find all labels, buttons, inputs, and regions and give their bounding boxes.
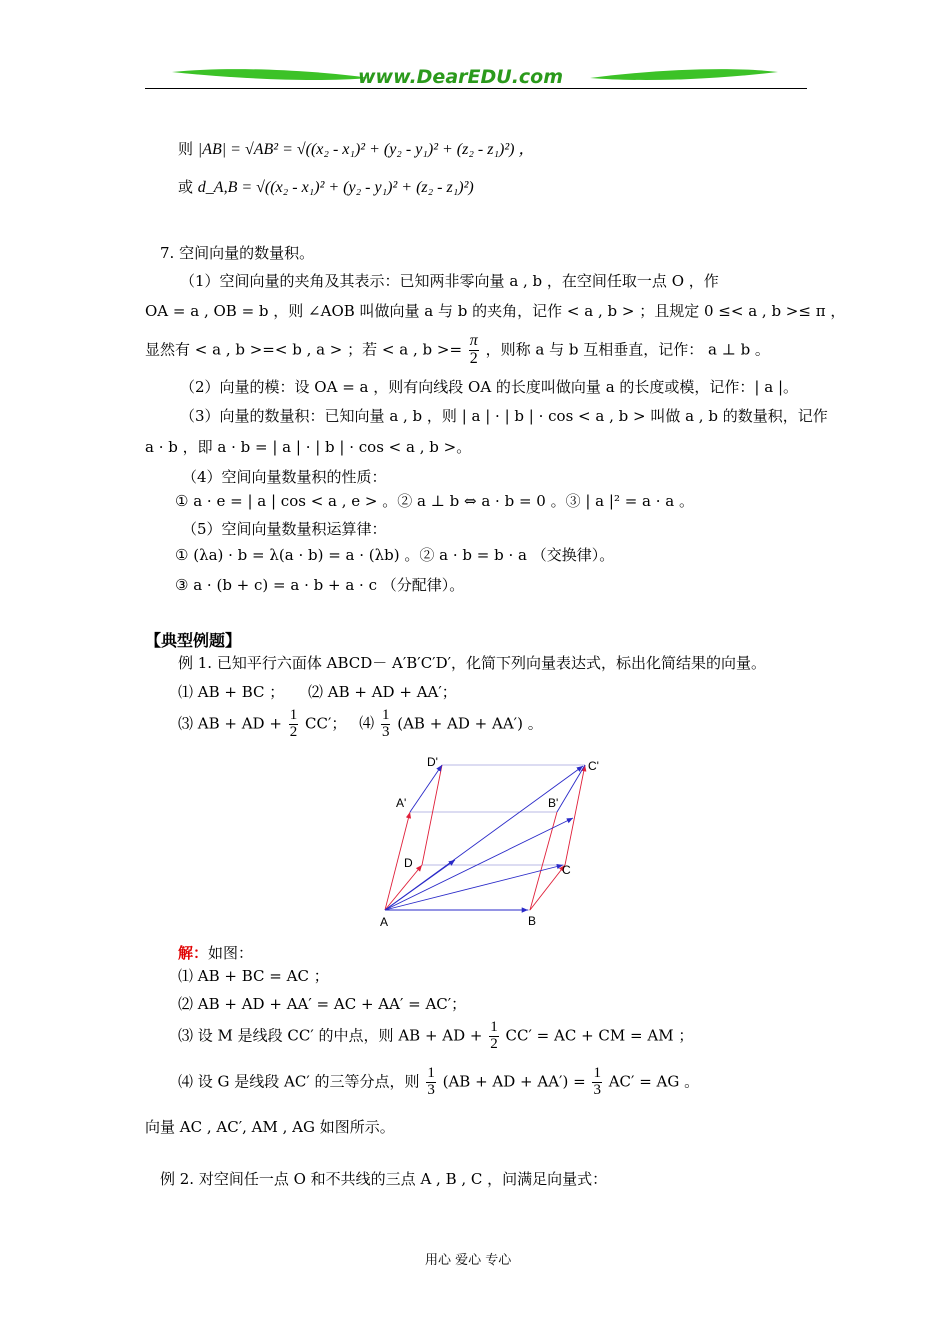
solution-3-fraction: $\frac{1}{2}$ — [490, 1019, 498, 1052]
example-1-q3-a: ⑶ AB + AD + — [178, 714, 282, 733]
solution-intro: 如图： — [208, 944, 254, 962]
section-7-p3-b: a · b ，即 a · b = | a | · | b | · cos < a , b >。 — [145, 438, 472, 456]
header-rule — [145, 88, 807, 89]
section-7-p5-2: ③ a · (b + c) = a · b + a · c （分配律）。 — [175, 576, 465, 594]
section-7-p1-b: OA = a , OB = b ，则 ∠AOB 叫做向量 a 与 b 的夹角，记作 < a , b > ；且规定 0 ≤< a , b >≤ π ， — [145, 302, 846, 320]
formula-2: d_A,B = √((x₂ - x₁)² + (y₂ - y₁)² + (z₂ - z₁)²) — [197, 179, 474, 196]
section-7-p5-title: （5）空间向量数量积运算律： — [182, 520, 387, 538]
formula-line-2 — [178, 176, 474, 197]
solution-2: ⑵ AB + AD + AA′ = AC + AA′ = AC′； — [178, 995, 467, 1013]
vertex-label-A: A — [380, 915, 389, 929]
solution-3-a: ⑶ 设 M 是线段 CC′ 的中点，则 AB + AD + — [178, 1026, 483, 1045]
formula-line-1 — [178, 136, 534, 159]
vertex-label-B: B — [528, 914, 537, 928]
pi-over-2-fraction: $\frac{\pi}{2}$ — [469, 332, 478, 367]
section-7-title: 7. 空间向量的数量积。 — [160, 244, 315, 262]
vertex-label-D: D — [404, 856, 413, 870]
example-1-q4-b: (AB + AD + AA′) 。 — [397, 714, 543, 733]
third-fraction: $\frac{1}{3}$ — [381, 707, 390, 740]
example-1-q4-a: ⑷ — [359, 714, 375, 733]
blue-vectors — [385, 765, 585, 910]
section-7-p4: ① a · e = | a | cos < a , e > 。② a ⊥ b ⇔ a · b = 0 。③ | a |² = a · a 。 — [175, 492, 695, 510]
solution-4-b: (AB + AD + AA′) = — [442, 1072, 586, 1091]
solution-1: ⑴ AB + BC = AC ； — [178, 967, 329, 985]
half-fraction: $\frac{1}{2}$ — [289, 707, 298, 740]
vertex-label-B1: B' — [548, 796, 559, 810]
solution-label: 解： — [178, 944, 209, 962]
example-1-statement: 例 1. 已知平行六面体 ABCD－ A′B′C′D′，化简下列向量表达式，标出化简结果的向量。 — [178, 654, 767, 672]
example-2-statement: 例 2. 对空间任一点 O 和不共线的三点 A , B , C ，问满足向量式： — [160, 1170, 608, 1188]
section-7-p2: （2）向量的模：设 OA = a ，则有向线段 OA 的长度叫做向量 a 的长度或模，记作：| a |。 — [180, 378, 798, 396]
solution-3 — [178, 1020, 693, 1053]
site-logo-text: www.DearEDU.com — [358, 66, 564, 88]
formula-1-prefix: 则 — [178, 140, 194, 158]
solution-conclusion: 向量 AC , AC′, AM , AG 如图所示。 — [145, 1118, 395, 1136]
example-1-q3-q4 — [178, 708, 543, 741]
solution-4-c: AC′ = AG 。 — [608, 1072, 700, 1091]
formula-2-prefix: 或 — [178, 178, 194, 196]
right-leaf-swoosh — [590, 69, 778, 80]
solution-4-a: ⑷ 设 G 是线段 AC′ 的三等分点，则 — [178, 1072, 420, 1091]
vertex-label-C1: C' — [588, 759, 599, 773]
example-1-q2: ⑵ AB + AD + AA′； — [308, 683, 457, 701]
section-7-p4-title: （4）空间向量数量积的性质： — [182, 468, 387, 486]
section-7-p5-1: ① (λa) · b = λ(a · b) = a · (λb) 。② a · b = b · a （交换律）。 — [175, 546, 615, 564]
vertex-label-D1: D' — [427, 755, 438, 769]
formula-1: |AB| = √AB² = √((x₂ - x₁)² + (y₂ - y₁)² + (z₂ - z₁)²) ， — [197, 141, 535, 158]
example-1-q1: ⑴ AB + BC ； — [178, 683, 285, 701]
solution-3-b: CC′ = AC + CM = AM ； — [505, 1026, 694, 1045]
vertex-label-A1: A' — [396, 796, 407, 810]
section-7-p3-a: （3）向量的数量积：已知向量 a , b ，则 | a | · | b | · cos < a , b > 叫做 a , b 的数量积，记作 — [180, 407, 828, 425]
left-leaf-swoosh — [172, 69, 370, 80]
solution-4-fraction-1: $\frac{1}{3}$ — [427, 1065, 435, 1098]
solution-4-fraction-2: $\frac{1}{3}$ — [593, 1065, 601, 1098]
example-1-q3-b: CC′； — [305, 714, 347, 733]
page-footer: 用心 爱心 专心 — [425, 1253, 512, 1268]
examples-heading: 【典型例题】 — [145, 631, 242, 650]
solution-4 — [178, 1066, 699, 1099]
section-7-p1-c1: 显然有 < a , b >=< b , a > ；若 < a , b >= — [145, 340, 463, 359]
section-7-p1-a: （1）空间向量的夹角及其表示：已知两非零向量 a , b ，在空间任取一点 O ，作 — [180, 272, 719, 290]
section-7-p1-c2: ，则称 a 与 b 互相垂直，记作： a ⊥ b 。 — [485, 340, 770, 359]
solution-line — [178, 942, 253, 963]
parallelepiped-figure — [370, 750, 620, 930]
vertex-label-C: C — [562, 863, 571, 877]
section-7-p1-c — [145, 333, 770, 368]
